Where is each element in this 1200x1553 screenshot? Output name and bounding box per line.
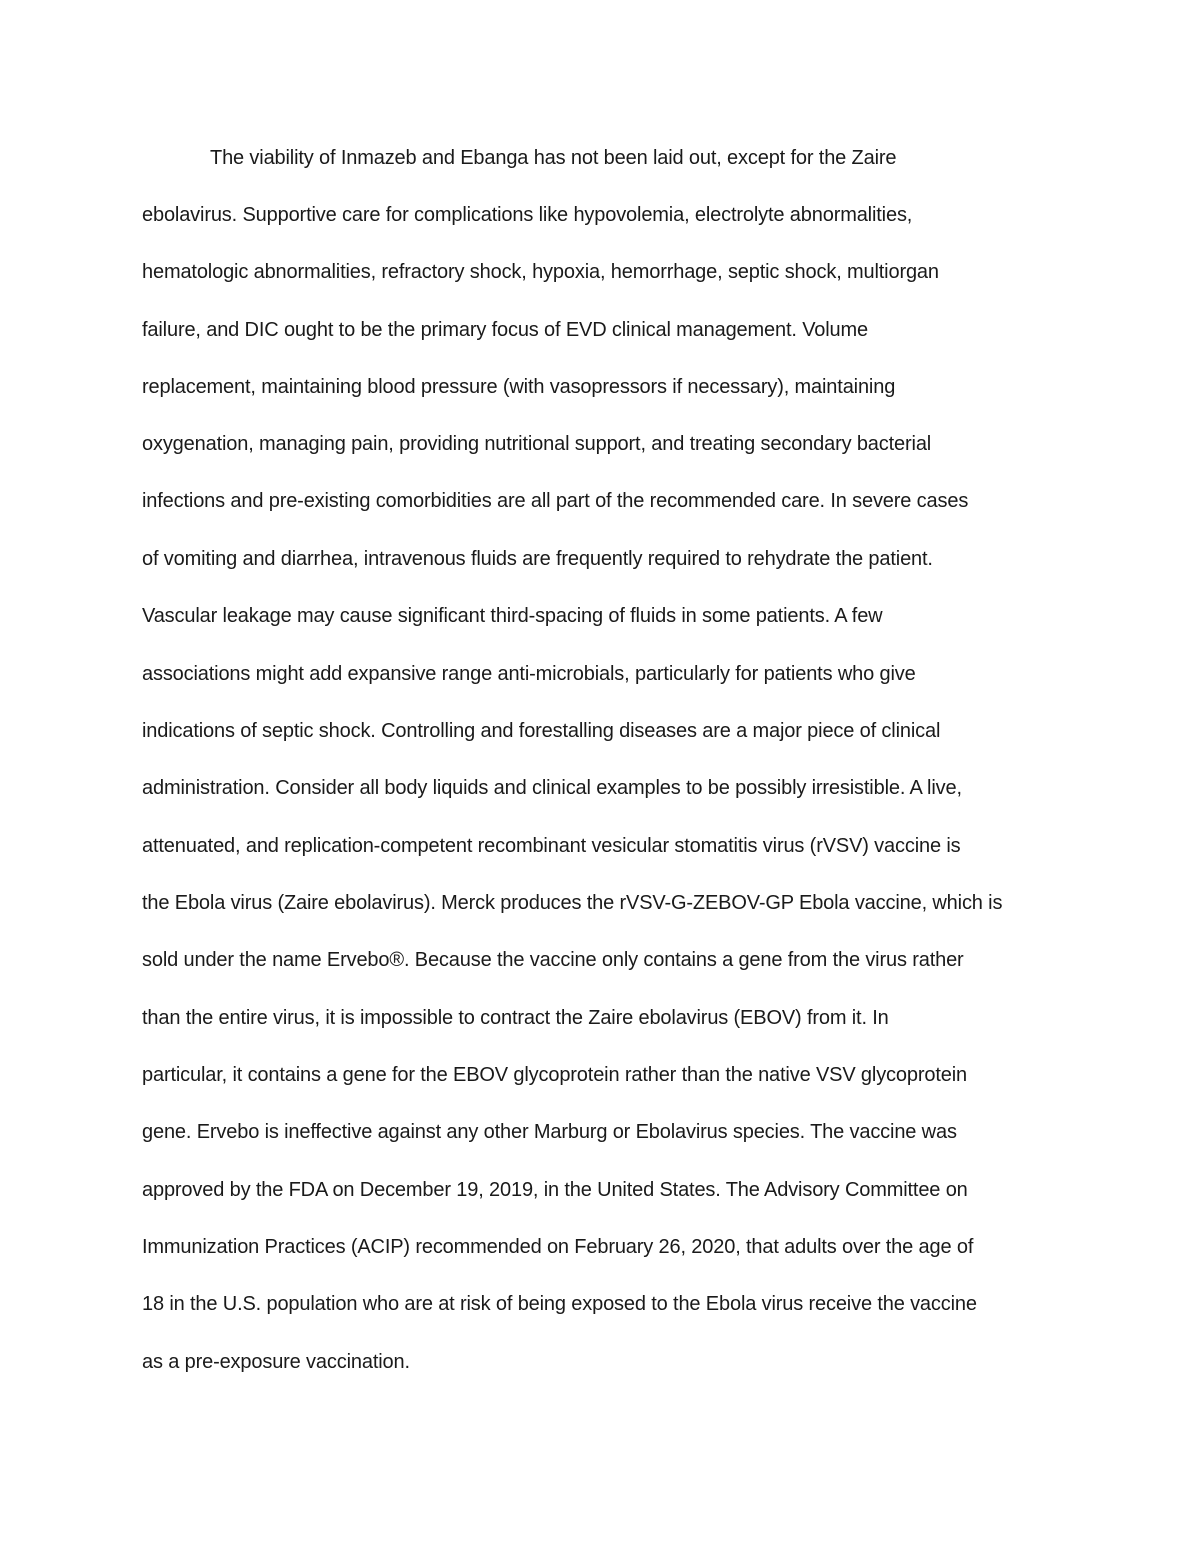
paragraph-line: the Ebola virus (Zaire ebolavirus). Merck produces the rVSV-G-ZEBOV-GP Ebola vaccine, which is (142, 892, 1003, 914)
paragraph-line: administration. Consider all body liquids and clinical examples to be possibly irresistible. A live, (142, 777, 962, 799)
paragraph-line: indications of septic shock. Controlling and forestalling diseases are a major piece of clinical (142, 720, 941, 742)
paragraph-line: infections and pre-existing comorbidities are all part of the recommended care. In severe cases (142, 490, 969, 512)
paragraph-line: attenuated, and replication-competent recombinant vesicular stomatitis virus (rVSV) vaccine is (142, 835, 961, 857)
paragraph-line: of vomiting and diarrhea, intravenous fluids are frequently required to rehydrate the patient. (142, 548, 933, 570)
paragraph-line: gene. Ervebo is ineffective against any other Marburg or Ebolavirus species. The vaccine was (142, 1121, 957, 1143)
paragraph-line: Vascular leakage may cause significant third-spacing of fluids in some patients. A few (142, 605, 883, 627)
paragraph-line: failure, and DIC ought to be the primary focus of EVD clinical management. Volume (142, 319, 869, 341)
paragraph-line: 18 in the U.S. population who are at risk of being exposed to the Ebola virus receive the vaccine (142, 1293, 977, 1315)
paragraph-line: particular, it contains a gene for the EBOV glycoprotein rather than the native VSV glycoprotein (142, 1064, 967, 1086)
paragraph-line: hematologic abnormalities, refractory shock, hypoxia, hemorrhage, septic shock, multiorgan (142, 261, 939, 283)
paragraph-line: Immunization Practices (ACIP) recommended on February 26, 2020, that adults over the age of (142, 1236, 974, 1258)
paragraph-line: than the entire virus, it is impossible to contract the Zaire ebolavirus (EBOV) from it. In (142, 1007, 889, 1029)
paragraph-line: sold under the name Ervebo®. Because the vaccine only contains a gene from the virus rather (142, 949, 964, 971)
paragraph-line: ebolavirus. Supportive care for complications like hypovolemia, electrolyte abnormalities, (142, 204, 913, 226)
paragraph-line: The viability of Inmazeb and Ebanga has not been laid out, except for the Zaire (210, 147, 897, 169)
paragraph-line: approved by the FDA on December 19, 2019, in the United States. The Advisory Committee on (142, 1179, 968, 1201)
paragraph-line: as a pre-exposure vaccination. (142, 1351, 410, 1373)
paragraph-line: associations might add expansive range anti-microbials, particularly for patients who give (142, 663, 916, 685)
paragraph-line: replacement, maintaining blood pressure (with vasopressors if necessary), maintaining (142, 376, 896, 398)
paragraph-line: oxygenation, managing pain, providing nutritional support, and treating secondary bacterial (142, 433, 932, 455)
